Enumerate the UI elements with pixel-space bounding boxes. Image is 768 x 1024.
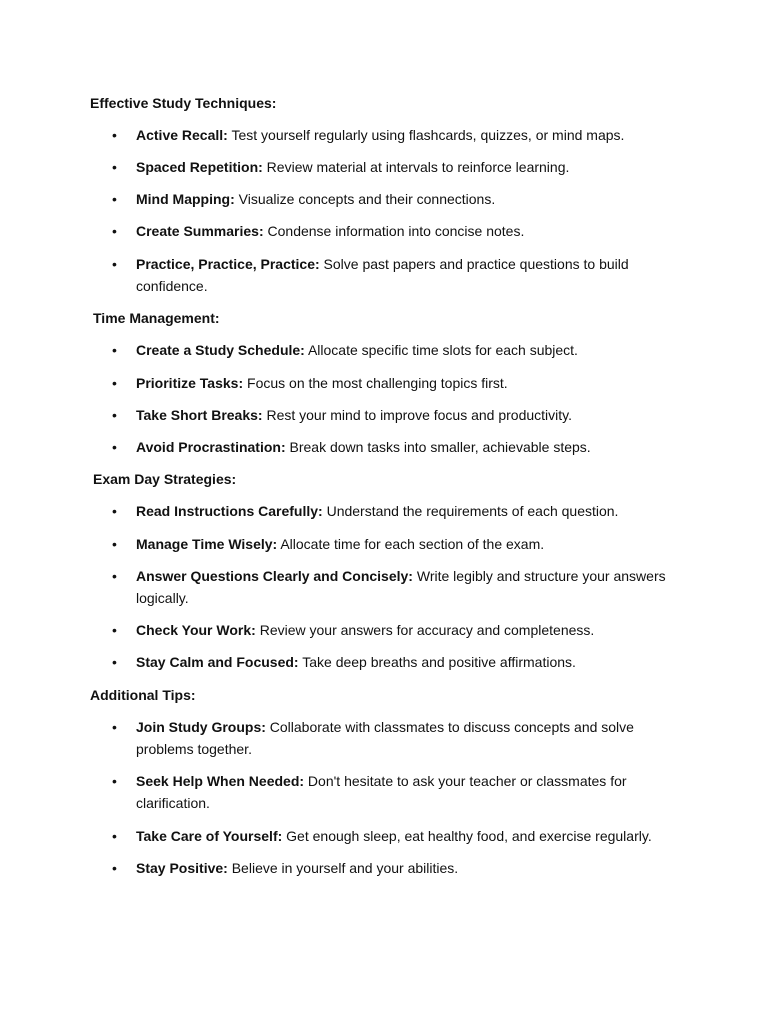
item-text	[136, 857, 666, 879]
item-description: Take deep breaths and positive affirmations.	[298, 654, 576, 670]
bullet-icon: •	[112, 828, 117, 844]
item-text	[136, 253, 666, 297]
item-term: Join Study Groups:	[136, 719, 266, 735]
item-description: Condense information into concise notes.	[263, 223, 525, 239]
bullet-icon: •	[112, 773, 117, 789]
section-heading: Time Management:	[93, 310, 220, 326]
item-text	[136, 500, 666, 522]
item-description: Focus on the most challenging topics first.	[243, 375, 508, 391]
item-text	[136, 156, 666, 178]
bullet-icon: •	[112, 223, 117, 239]
item-text	[136, 339, 666, 361]
bullet-icon: •	[112, 568, 117, 584]
item-text	[136, 404, 666, 426]
item-text	[136, 619, 666, 641]
item-description: Review material at intervals to reinforce learning.	[262, 159, 570, 175]
item-description: Allocate specific time slots for each subject.	[304, 342, 578, 358]
bullet-icon: •	[112, 860, 117, 876]
bullet-icon: •	[112, 654, 117, 670]
item-term: Read Instructions Carefully:	[136, 503, 323, 519]
item-description: Understand the requirements of each question.	[322, 503, 619, 519]
item-description: Visualize concepts and their connections.	[234, 191, 496, 207]
section-heading: Exam Day Strategies:	[93, 471, 237, 487]
item-term: Take Short Breaks:	[136, 407, 263, 423]
item-term: Spaced Repetition:	[136, 159, 263, 175]
item-term: Manage Time Wisely:	[136, 536, 278, 552]
item-description: Believe in yourself and your abilities.	[227, 860, 459, 876]
item-description: Break down tasks into smaller, achievable steps.	[285, 439, 591, 455]
bullet-icon: •	[112, 407, 117, 423]
item-text	[136, 565, 666, 609]
item-term: Create Summaries:	[136, 223, 264, 239]
item-text	[136, 716, 666, 760]
item-text	[136, 825, 666, 847]
bullet-icon: •	[112, 256, 117, 272]
bullet-icon: •	[112, 375, 117, 391]
item-term: Seek Help When Needed:	[136, 773, 305, 789]
item-text	[136, 770, 666, 814]
item-text	[136, 220, 666, 242]
bullet-icon: •	[112, 503, 117, 519]
item-text	[136, 533, 666, 555]
bullet-icon: •	[112, 342, 117, 358]
bullet-icon: •	[112, 622, 117, 638]
bullet-icon: •	[112, 191, 117, 207]
item-description: Review your answers for accuracy and completeness.	[255, 622, 595, 638]
item-description: Get enough sleep, eat healthy food, and exercise regularly.	[282, 828, 652, 844]
item-text	[136, 188, 666, 210]
item-text	[136, 651, 666, 673]
bullet-icon: •	[112, 127, 117, 143]
item-text	[136, 124, 666, 146]
bullet-icon: •	[112, 159, 117, 175]
item-description: Solve past papers and practice questions to build confidence.	[136, 256, 629, 294]
item-description: Don't hesitate to ask your teacher or classmates for clarification.	[136, 773, 627, 811]
item-description: Allocate time for each section of the exam.	[277, 536, 545, 552]
section-heading: Effective Study Techniques:	[90, 95, 277, 111]
item-term: Mind Mapping:	[136, 191, 235, 207]
item-text	[136, 436, 666, 458]
item-term: Practice, Practice, Practice:	[136, 256, 320, 272]
item-description: Write legibly and structure your answers logically.	[136, 568, 666, 606]
bullet-icon: •	[112, 536, 117, 552]
bullet-icon: •	[112, 719, 117, 735]
item-description: Rest your mind to improve focus and productivity.	[262, 407, 573, 423]
item-term: Prioritize Tasks:	[136, 375, 244, 391]
section-heading: Additional Tips:	[90, 687, 196, 703]
item-term: Stay Positive:	[136, 860, 228, 876]
item-text	[136, 372, 666, 394]
item-term: Avoid Procrastination:	[136, 439, 286, 455]
item-term: Stay Calm and Focused:	[136, 654, 299, 670]
bullet-icon: •	[112, 439, 117, 455]
item-term: Active Recall:	[136, 127, 228, 143]
item-term: Check Your Work:	[136, 622, 256, 638]
item-term: Take Care of Yourself:	[136, 828, 283, 844]
item-description: Test yourself regularly using flashcards, quizzes, or mind maps.	[227, 127, 625, 143]
item-term: Answer Questions Clearly and Concisely:	[136, 568, 413, 584]
item-description: Collaborate with classmates to discuss concepts and solve problems together.	[136, 719, 634, 757]
item-term: Create a Study Schedule:	[136, 342, 305, 358]
